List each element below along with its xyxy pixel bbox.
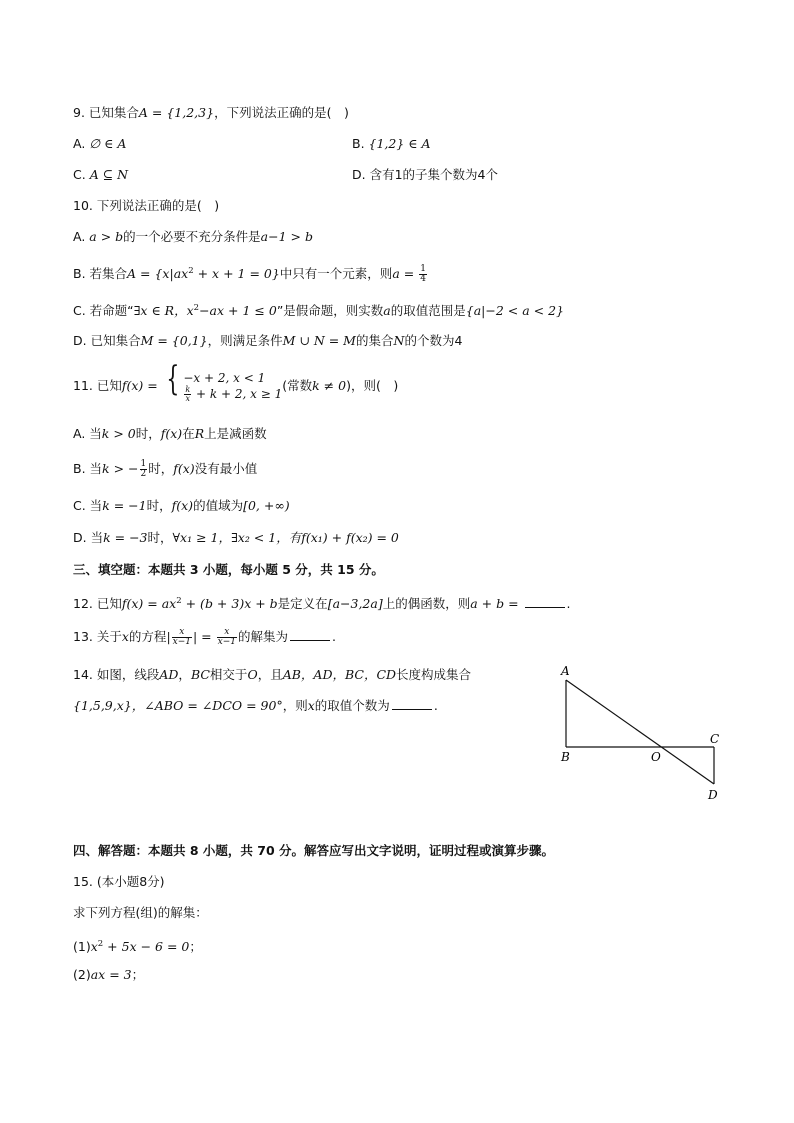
q9-option-c: C. A ⊆ N: [73, 167, 129, 182]
q14-answer-blank[interactable]: [392, 697, 432, 710]
q10-stem: 10. 下列说法正确的是( ): [73, 198, 220, 213]
q14-line-1: 14. 如图，线段AD，BC相交于O，且AB，AD，BC，CD长度构成集合: [73, 667, 472, 682]
q9-set: A = {1,2,3}: [138, 105, 215, 120]
label-b: B: [561, 750, 570, 764]
q14-line-2: {1,5,9,x}，∠ABO = ∠DCO = 90°，则x的取值个数为 .: [73, 698, 438, 713]
q12: 12. 已知$f(x) = ax^2 + (b + 3)x + b$是定义在[a−3,2a]上的偶函数，则a + b = .: [73, 596, 571, 612]
q15-part-2: (2)ax = 3；: [73, 967, 145, 982]
q11-option-c: C. 当k = −1时，f(x)的值域为[0, +∞): [73, 498, 290, 513]
q10-option-d: D. 已知集合M = {0,1}，则满足条件M ∪ N = M的集合N的个数为4: [73, 333, 463, 348]
q11-option-d: D. 当k = −3时，∀x₁ ≥ 1，∃x₂ < 1，有f(x₁) + f(x₂) = 0: [73, 530, 399, 545]
q11-b-fraction: $\frac{1}{2}$: [140, 459, 147, 479]
q10-option-b: B. 若集合$A = \{x|ax^2 + x + 1 = 0\}$中只有一个元素，则a = $\frac{1}{4}$: [73, 264, 426, 285]
q11-option-b: B. 当k > − $\frac{1}{2}$ 时，f(x)没有最小值: [73, 459, 258, 479]
q11-cases: −x + 2, x < 1 $\frac{k}{x}$ + k + 2, x ≥ 1: [183, 370, 283, 403]
q10-option-a: A. a > b的一个必要不充分条件是a−1 > b: [73, 229, 313, 244]
q13-answer-blank[interactable]: [290, 628, 330, 641]
q10-option-c: C. 若命题“∃x ∈ R，$x^2-ax + 1 \le 0$”是假命题，则实数a的取值范围是{a|−2 < a < 2}: [73, 303, 565, 319]
q13: 13. 关于x的方程| $\frac{x}{x-1}$ | = $\frac{x}{x-1}$ 的解集为 .: [73, 627, 336, 647]
q15-part-1: $(1)x^2 + 5x - 6 = 0$；: [73, 939, 202, 955]
q13-fraction-left: $\frac{x}{x-1}$: [172, 627, 191, 647]
q9-option-b: B. {1,2} ∈ A: [352, 136, 431, 151]
q11-option-a: A. 当k > 0时，f(x)在R上是减函数: [73, 426, 267, 441]
q13-fraction-right: $\frac{x}{x-1}$: [217, 627, 236, 647]
q14-geometry-figure: [550, 660, 740, 810]
q9-stem: 9. 已知集合A = {1,2,3}，下列说法正确的是( ): [73, 105, 349, 120]
q11-brace: {: [166, 359, 180, 399]
q10-b-fraction: $\frac{1}{4}$: [420, 264, 426, 285]
q12-answer-blank[interactable]: [525, 595, 565, 608]
segment-ad: [566, 680, 714, 784]
label-c: C: [710, 732, 720, 746]
q11-stem: 11. 已知f(x) = { −x + 2, x < 1 $\frac{k}{x}$ + k + 2, x ≥ 1 (常数k ≠ 0)，则( ): [73, 359, 399, 403]
label-o: O: [651, 750, 661, 764]
section-4-heading: 四、解答题：本题共 8 小题，共 70 分。解答应写出文字说明，证明过程或演算步骤。: [73, 843, 555, 858]
section-3-heading: 三、填空题：本题共 3 小题，每小题 5 分，共 15 分。: [73, 562, 384, 577]
q15-title: 15. (本小题8分): [73, 874, 165, 889]
q9-option-d: D. 含有1的子集个数为4个: [352, 167, 498, 182]
q15-prompt: 求下列方程(组)的解集：: [73, 905, 208, 920]
label-a: A: [561, 664, 570, 678]
label-d: D: [708, 788, 718, 802]
q9-option-a: A. ∅ ∈ A: [73, 136, 127, 151]
